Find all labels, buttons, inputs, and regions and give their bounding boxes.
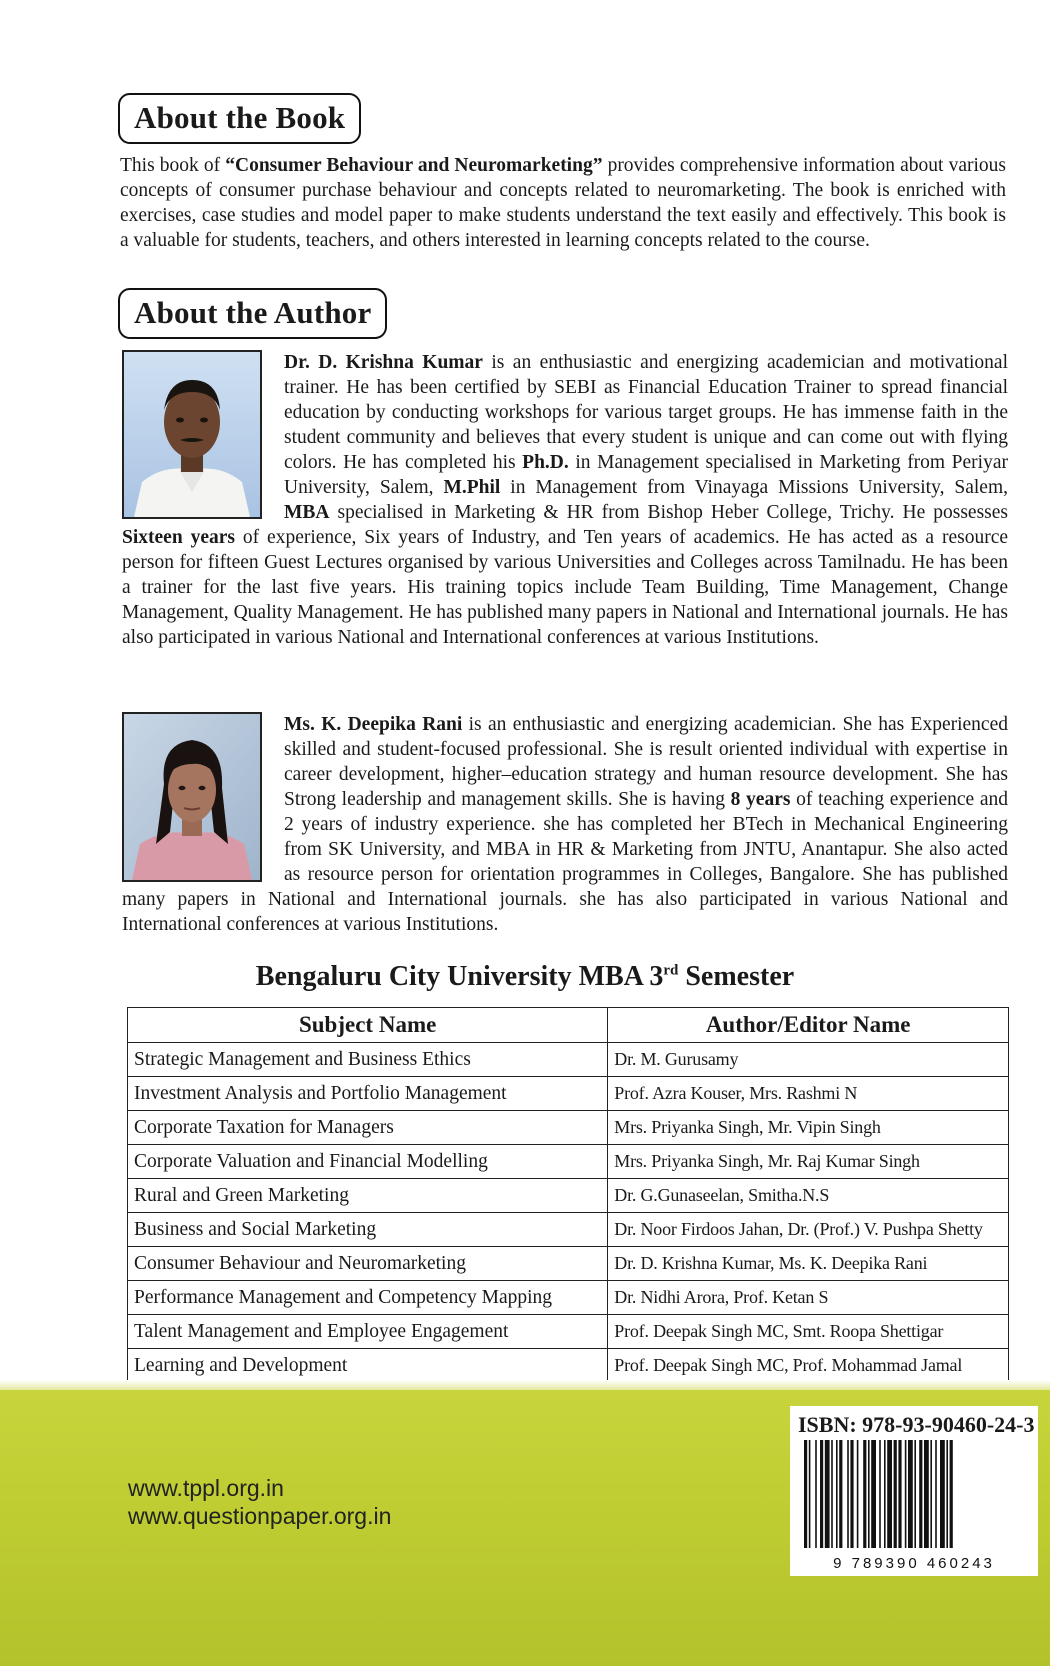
table-header-row [128, 1008, 1009, 1043]
barcode-digits: 9 789390 460243 [833, 1555, 995, 1572]
barcode-bar [815, 1440, 817, 1548]
author1-bio-block [122, 350, 1008, 650]
table-row [128, 1179, 1009, 1213]
barcode-bar [825, 1440, 830, 1548]
barcode-bar [908, 1440, 913, 1548]
barcode-bar [831, 1440, 833, 1548]
author1-photo [122, 350, 262, 519]
subject-cell: Business and Social Marketing [128, 1213, 608, 1247]
author-cell: Dr. G.Gunaseelan, Smitha.N.S [608, 1179, 1009, 1213]
table-row [128, 1281, 1009, 1315]
author-cell: Prof. Deepak Singh MC, Smt. Roopa Shettigar [608, 1315, 1009, 1349]
barcode-bar [946, 1440, 948, 1548]
barcode-bar [836, 1440, 838, 1548]
column-header-subject: Subject Name [128, 1008, 608, 1043]
table-row [128, 1213, 1009, 1247]
barcode-bar [871, 1440, 876, 1548]
author-cell: Dr. M. Gurusamy [608, 1043, 1009, 1077]
subject-cell: Talent Management and Employee Engagement [128, 1315, 608, 1349]
barcode-bar [809, 1440, 811, 1548]
barcode-bar [868, 1440, 870, 1548]
isbn-number: ISBN: 978-93-90460-24-3 [798, 1412, 1035, 1437]
barcode-bar [940, 1440, 945, 1548]
author-cell: Dr. Nidhi Arora, Prof. Ketan S [608, 1281, 1009, 1315]
barcode-bar [884, 1440, 886, 1548]
table-row [128, 1077, 1009, 1111]
barcode-bar [847, 1440, 849, 1548]
author-cell: Mrs. Priyanka Singh, Mr. Vipin Singh [608, 1111, 1009, 1145]
table-row [128, 1315, 1009, 1349]
barcode-bar [857, 1440, 859, 1548]
barcode-bar [914, 1440, 916, 1548]
barcode-bar [950, 1440, 953, 1548]
isbn-barcode-box [790, 1406, 1038, 1576]
barcode-bar [863, 1440, 866, 1548]
barcode-bar [924, 1440, 929, 1548]
barcode-bar [887, 1440, 892, 1548]
table-row [128, 1111, 1009, 1145]
barcode-bar [898, 1440, 901, 1548]
about-book-text: This book of “Consumer Behaviour and Neuromarketing” provides comprehensive information about various concepts of consumer purchase behaviour and concepts related to neuromarketing. The book is enriched with exercises, case studies and model paper to make students understand the text easily and effectively. This book is a valuable for students, teachers, and others interested in learning concepts related to the course. [120, 155, 1006, 251]
subject-cell: Corporate Valuation and Financial Modelling [128, 1145, 608, 1179]
barcode-bar [820, 1440, 823, 1548]
author-cell: Dr. Noor Firdoos Jahan, Dr. (Prof.) V. Pushpa Shetty [608, 1213, 1009, 1247]
author1-bio: Dr. D. Krishna Kumar is an enthusiastic and energizing academician and motivational trainer. He has been certified by SEBI as Financial Education Trainer to spread financial education by conducting workshops for various target groups. He has immense faith in the student community and believes that every student is unique and can come out with flying colors. He has completed his Ph.D. in Management specialised in Marketing from Periyar University, Salem, M.Phil in Management from Vinayaga Missions University, Salem, MBA specialised in Marketing & HR from Bishop Heber College, Trichy. He possesses Sixteen years of experience, Six years of Industry, and Ten years of academics. He has acted as a resource person for fifteen Guest Lectures organised by various Universities and Colleges across Tamilnadu. He has been a trainer for the last five years. His training topics include Team Building, Time Management, Change Management, Quality Management. He has published many papers in National and International journals. He has also participated in various National and International conferences at various Institutions. [122, 352, 1009, 648]
series-title: Bengaluru City University MBA 3rd Semester [255, 961, 795, 992]
subject-cell: Rural and Green Marketing [128, 1179, 608, 1213]
barcode-bar [894, 1440, 897, 1548]
barcode-bar [839, 1440, 842, 1548]
subject-cell: Strategic Management and Business Ethics [128, 1043, 608, 1077]
author-cell: Prof. Azra Kouser, Mrs. Rashmi N [608, 1077, 1009, 1111]
table-row [128, 1043, 1009, 1077]
barcode-bar [804, 1440, 807, 1548]
website-links [128, 1474, 391, 1530]
subject-cell: Consumer Behaviour and Neuromarketing [128, 1247, 608, 1281]
table-row [128, 1145, 1009, 1179]
column-header-author: Author/Editor Name [608, 1008, 1009, 1043]
barcode-icon [794, 1440, 1034, 1572]
table-row [128, 1247, 1009, 1281]
barcode-bar [905, 1440, 907, 1548]
author2-bio-block [122, 712, 1008, 937]
website-link-questionpaper[interactable]: www.questionpaper.org.in [128, 1503, 392, 1529]
author2-bio: Ms. K. Deepika Rani is an enthusiastic and energizing academician. She has Experienced skilled and student-focused professional. She is result oriented individual with expertise in career development, higher–education strategy and human resource development. She has Strong leadership and management skills. She is having 8 years of teaching experience and 2 years of industry experience. she has completed her BTech in Mechanical Engineering from SK University, and MBA in HR & Marketing from JNTU, Anantapur. She also acted as resource person for orientation programmes in Colleges, Bangalore. She has published many papers in National and International journals. she has also participated in various National and International conferences at various Institutions. [122, 714, 1008, 935]
about-author-heading: About the Author [118, 288, 387, 339]
barcode-bar [935, 1440, 937, 1548]
subject-cell: Learning and Development [128, 1349, 608, 1383]
barcode-bar [930, 1440, 932, 1548]
table-row [128, 1349, 1009, 1383]
author-cell: Dr. D. Krishna Kumar, Ms. K. Deepika Rani [608, 1247, 1009, 1281]
author-cell: Prof. Deepak Singh MC, Prof. Mohammad Jamal [608, 1349, 1009, 1383]
barcode-bar [879, 1440, 881, 1548]
subject-cell: Investment Analysis and Portfolio Management [128, 1077, 608, 1111]
subject-cell: Corporate Taxation for Managers [128, 1111, 608, 1145]
subject-cell: Performance Management and Competency Mapping [128, 1281, 608, 1315]
website-link-tppl[interactable]: www.tppl.org.in [128, 1475, 284, 1501]
author2-photo [122, 712, 262, 882]
barcode-bar [850, 1440, 853, 1548]
subjects-table [127, 1007, 1009, 1383]
about-book-heading: About the Book [118, 93, 361, 144]
barcode-bar [919, 1440, 922, 1548]
author-cell: Mrs. Priyanka Singh, Mr. Raj Kumar Singh [608, 1145, 1009, 1179]
